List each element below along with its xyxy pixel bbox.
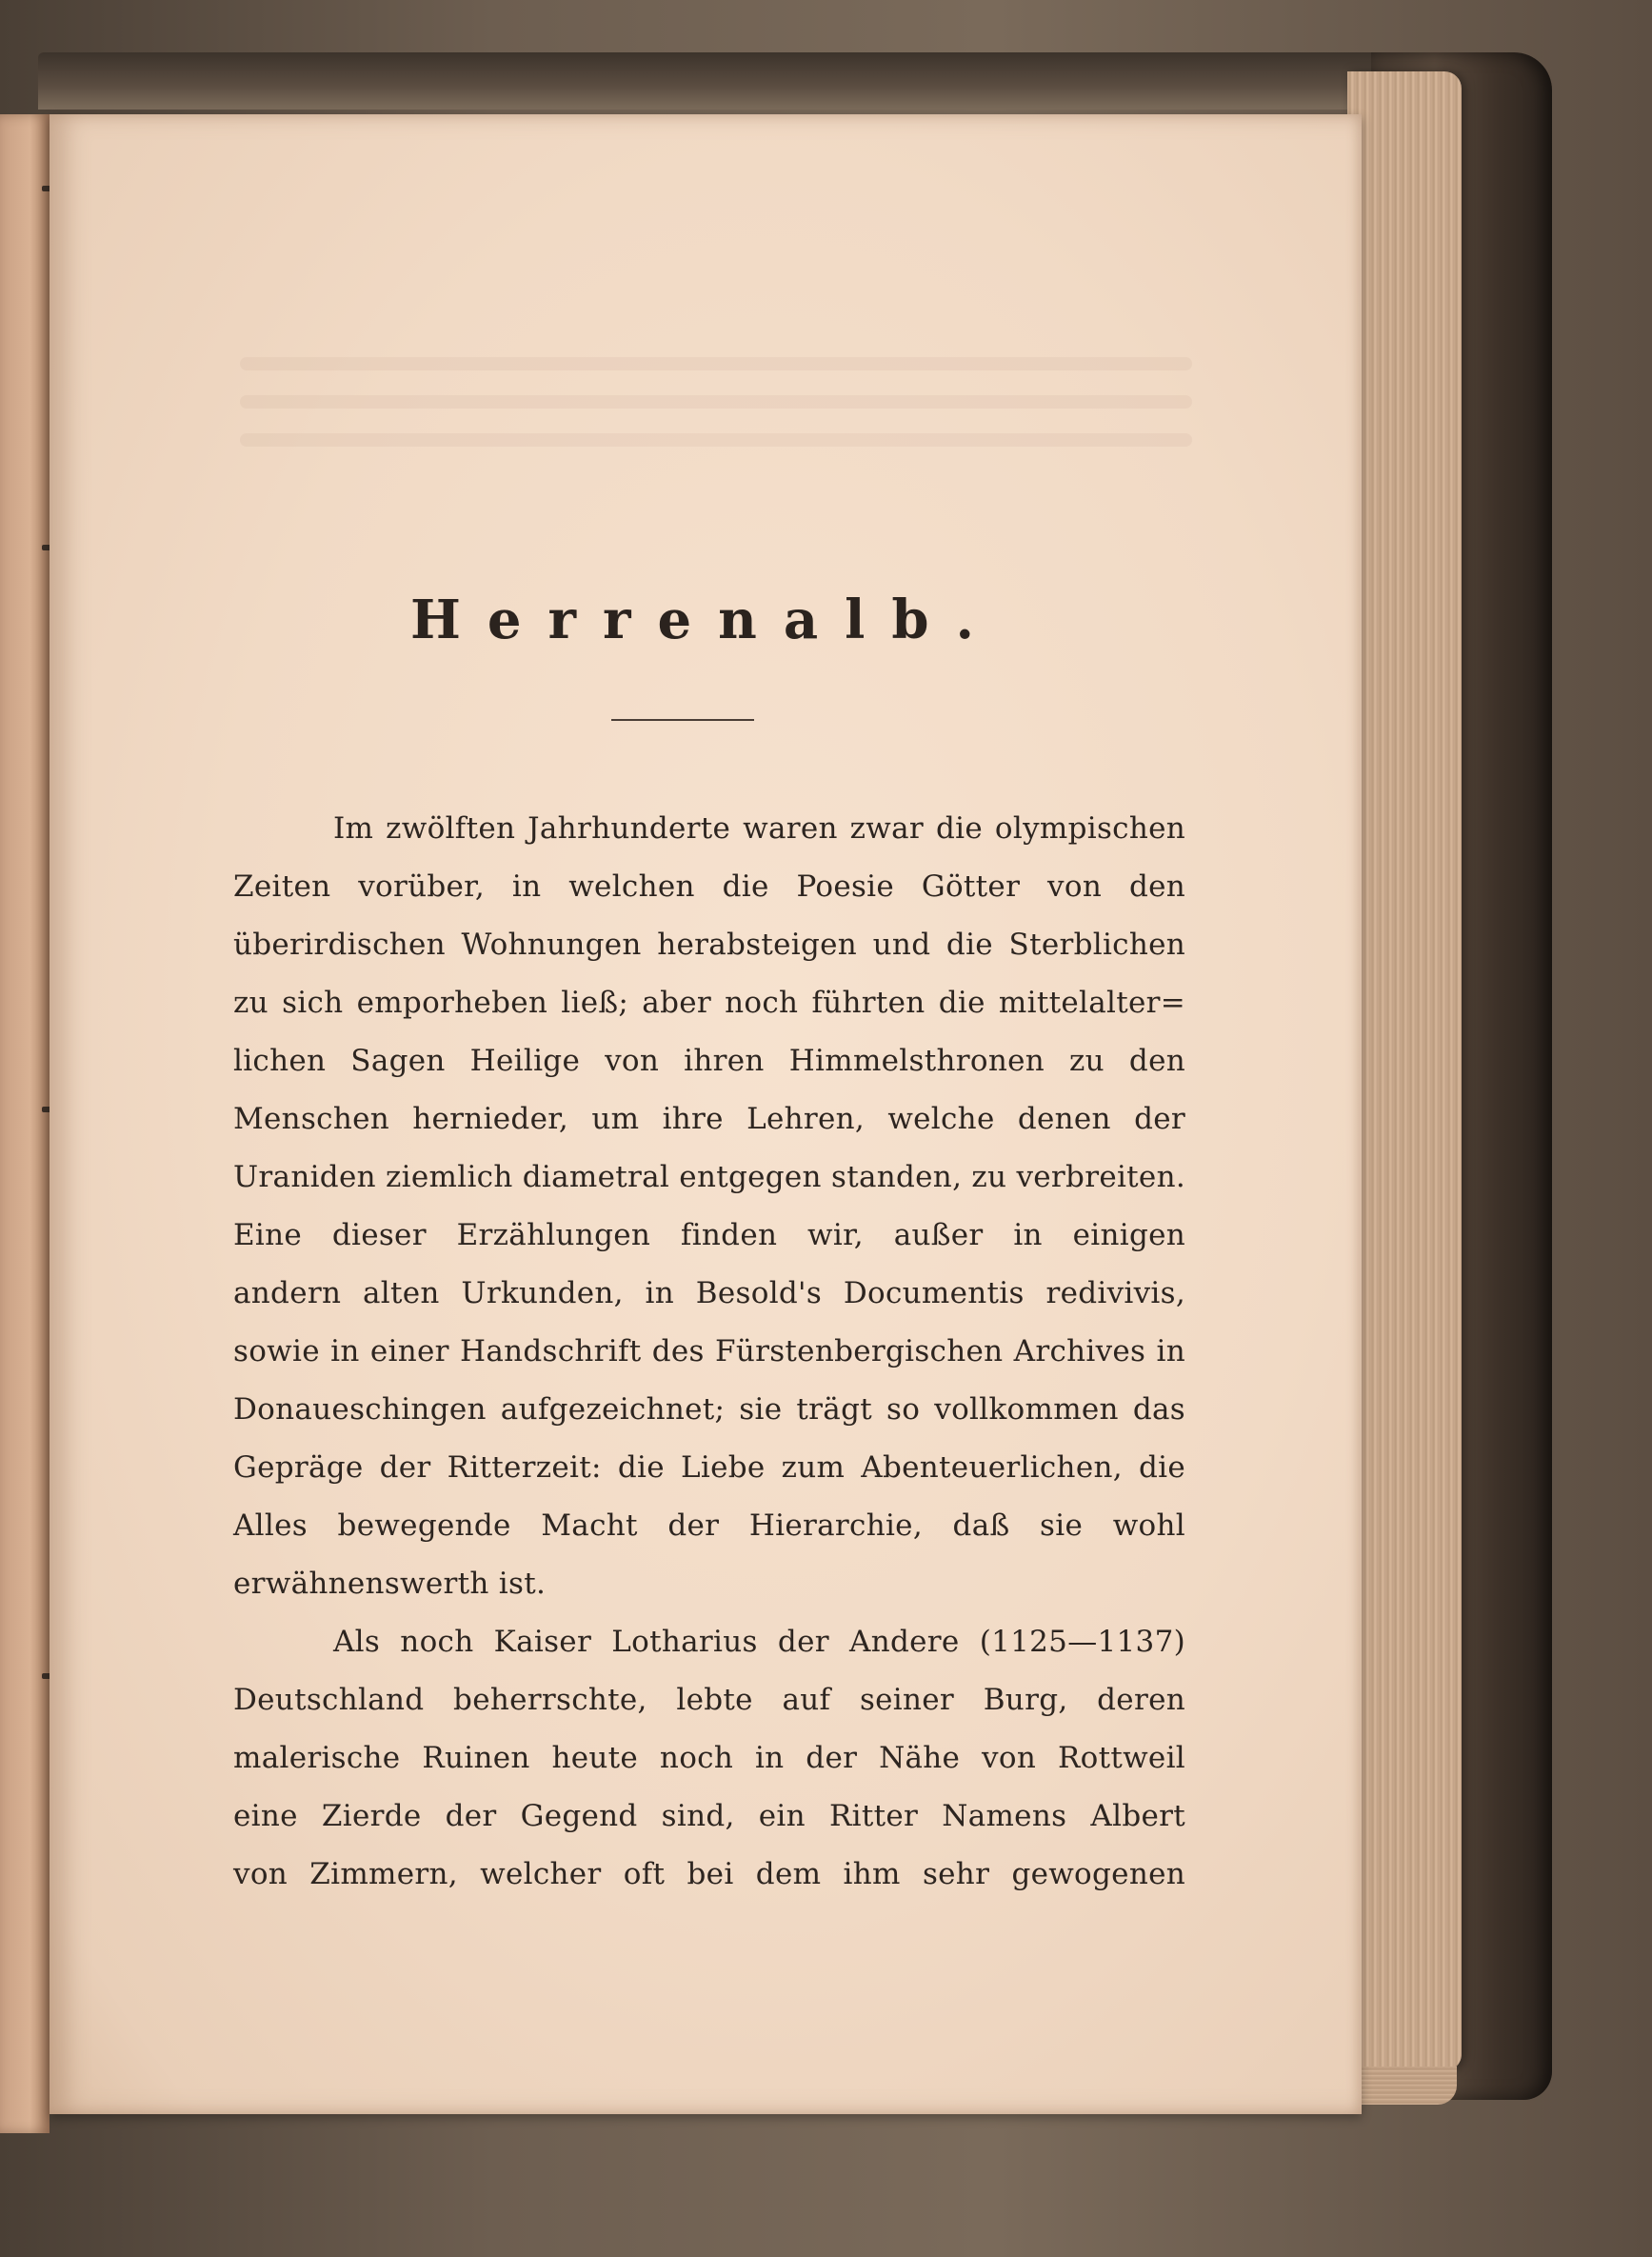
paragraph-2 — [233, 1613, 1185, 1904]
text-line: überirdischen Wohnungen herabsteigen und die Sterblichen — [233, 928, 1185, 962]
text-line: malerische Ruinen heute noch in der Nähe von Rottweil — [233, 1741, 1185, 1775]
show-through-line — [240, 395, 1192, 409]
text-line: Als noch Kaiser Lotharius der Andere (1125—1137) — [333, 1625, 1185, 1659]
book-cover-top — [38, 52, 1523, 110]
text-line: eine Zierde der Gegend sind, ein Ritter Namens Albert — [233, 1799, 1185, 1833]
text-line: Gepräge der Ritterzeit: die Liebe zum Abenteuerlichen, die — [233, 1450, 1185, 1485]
text-line: Uraniden ziemlich diametral entgegen standen, zu verbreiten. — [233, 1160, 1185, 1194]
paragraph-1 — [233, 800, 1185, 1613]
text-line: Zeiten vorüber, in welchen die Poesie Götter von den — [233, 869, 1185, 904]
chapter-title: Herrenalb. — [409, 589, 1002, 651]
body-text — [233, 800, 1185, 1904]
text-line: lichen Sagen Heilige von ihren Himmelsthronen zu den — [233, 1044, 1185, 1078]
text-line: Im zwölften Jahrhunderte waren zwar die olympischen — [333, 811, 1185, 846]
show-through-line — [240, 357, 1192, 370]
page-block-edge — [1347, 71, 1462, 2071]
facing-page-edge — [0, 114, 50, 2133]
show-through-line — [240, 433, 1192, 447]
text-line: Eine dieser Erzählungen finden wir, außer in einigen — [233, 1218, 1185, 1252]
text-line: andern alten Urkunden, in Besold's Documentis redivivis, — [233, 1276, 1185, 1310]
book-page — [50, 114, 1362, 2114]
text-line: von Zimmern, welcher oft bei dem ihm sehr gewogenen — [233, 1857, 1185, 1891]
text-line: erwähnenswerth ist. — [233, 1567, 547, 1601]
text-line: sowie in einer Handschrift des Fürstenbergischen Archives in — [233, 1334, 1185, 1368]
text-line: Deutschland beherrschte, lebte auf seiner Burg, deren — [233, 1683, 1185, 1717]
title-rule — [611, 719, 754, 721]
text-line: Menschen hernieder, um ihre Lehren, welche denen der — [233, 1102, 1185, 1136]
text-line: zu sich emporheben ließ; aber noch führten die mittelalter= — [233, 986, 1185, 1020]
text-line: Alles bewegende Macht der Hierarchie, daß sie wohl — [233, 1508, 1185, 1543]
text-line: Donaueschingen aufgezeichnet; sie trägt so vollkommen das — [233, 1392, 1185, 1427]
